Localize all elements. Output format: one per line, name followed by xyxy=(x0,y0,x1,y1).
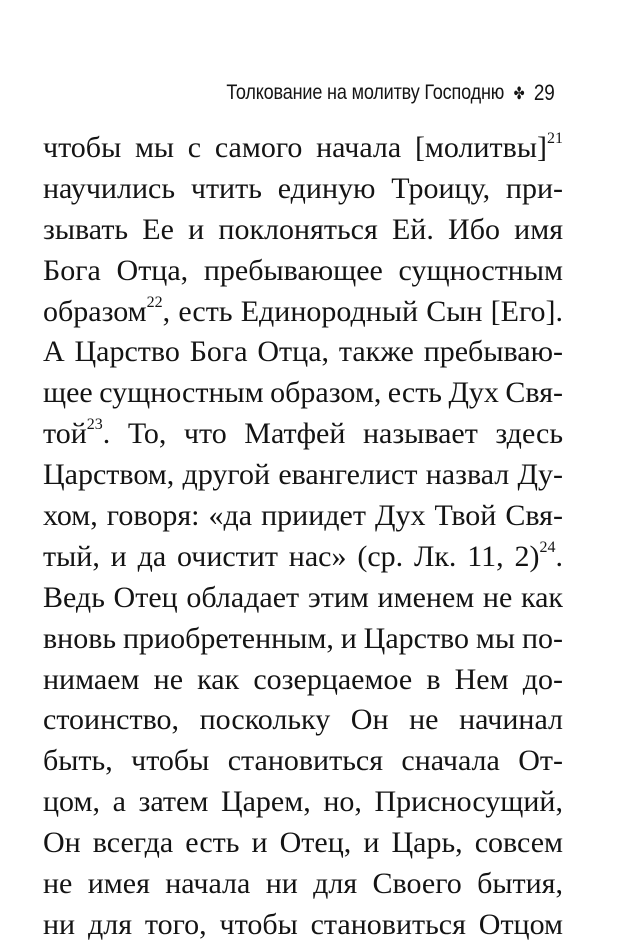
footnote-marker: 22 xyxy=(146,293,163,311)
footnote-marker: 21 xyxy=(546,130,563,147)
text-line xyxy=(43,741,563,782)
footnote-marker: 23 xyxy=(86,416,103,434)
text-segment: той xyxy=(43,417,87,451)
text-line xyxy=(43,251,563,292)
text-segment: чтобы мы с самого начала [молитвы] xyxy=(43,131,547,164)
page-number: 29 xyxy=(534,80,555,105)
ornament-icon: ✤ xyxy=(513,83,525,103)
text-line xyxy=(43,782,563,823)
text-segment: Ведь Отец обладает этим именем не как xyxy=(43,580,563,614)
text-segment: образом xyxy=(43,294,147,328)
text-line xyxy=(43,455,563,496)
text-segment: вновь приобретенным, и Царство мы по- xyxy=(43,621,563,655)
running-head-title: Толкование на молитву Господню xyxy=(226,81,505,104)
text-segment: Царством, другой евангелист назвал Ду- xyxy=(43,458,564,492)
text-line xyxy=(43,864,563,905)
text-line xyxy=(43,332,563,373)
running-head xyxy=(227,78,555,108)
text-line xyxy=(43,169,563,210)
text-line xyxy=(43,373,563,414)
text-line xyxy=(43,128,563,169)
text-segment: щее сущностным образом, есть Дух Свя- xyxy=(43,376,563,410)
text-line xyxy=(43,210,563,251)
text-segment: Бога Отца, пребывающее сущностным xyxy=(43,253,563,287)
text-segment: тый, и да очистит нас» (ср. Лк. 11, 2) xyxy=(43,539,540,573)
text-line xyxy=(43,823,563,864)
text-line xyxy=(43,700,563,741)
text-segment: научились чтить единую Троицу, при- xyxy=(43,171,564,205)
text-line xyxy=(43,537,563,578)
text-line xyxy=(43,578,563,619)
text-line xyxy=(43,496,563,537)
text-segment: ни для того, чтобы становиться Отцом xyxy=(43,907,564,941)
body-text xyxy=(43,128,563,946)
text-line xyxy=(43,660,563,701)
text-segment: зывать Ее и поклоняться Ей. Ибо имя xyxy=(43,212,564,246)
text-line xyxy=(43,292,563,333)
text-line xyxy=(43,414,563,455)
text-segment: цом, а затем Царем, но, Присносущий, xyxy=(43,785,563,819)
text-segment: хом, говоря: «да приидет Дух Твой Свя- xyxy=(43,499,563,533)
footnote-marker: 24 xyxy=(539,538,556,556)
text-segment: . xyxy=(555,539,564,573)
text-segment: быть, чтобы становиться сначала От- xyxy=(43,744,563,778)
text-segment: , есть Единородный Сын [Его]. xyxy=(162,294,564,328)
text-line xyxy=(43,619,563,660)
text-segment: А Царство Бога Отца, также пребываю- xyxy=(43,335,563,369)
text-segment: не имея начала ни для Своего бытия, xyxy=(43,867,563,901)
text-segment: Он всегда есть и Отец, и Царь, совсем xyxy=(43,826,564,860)
text-segment: нимаем не как созерцаемое в Нем до- xyxy=(43,662,564,696)
text-segment: . То, что Матфей называет здесь xyxy=(102,417,564,451)
text-line xyxy=(43,905,563,946)
text-segment: стоинство, поскольку Он не начинал xyxy=(43,703,564,737)
